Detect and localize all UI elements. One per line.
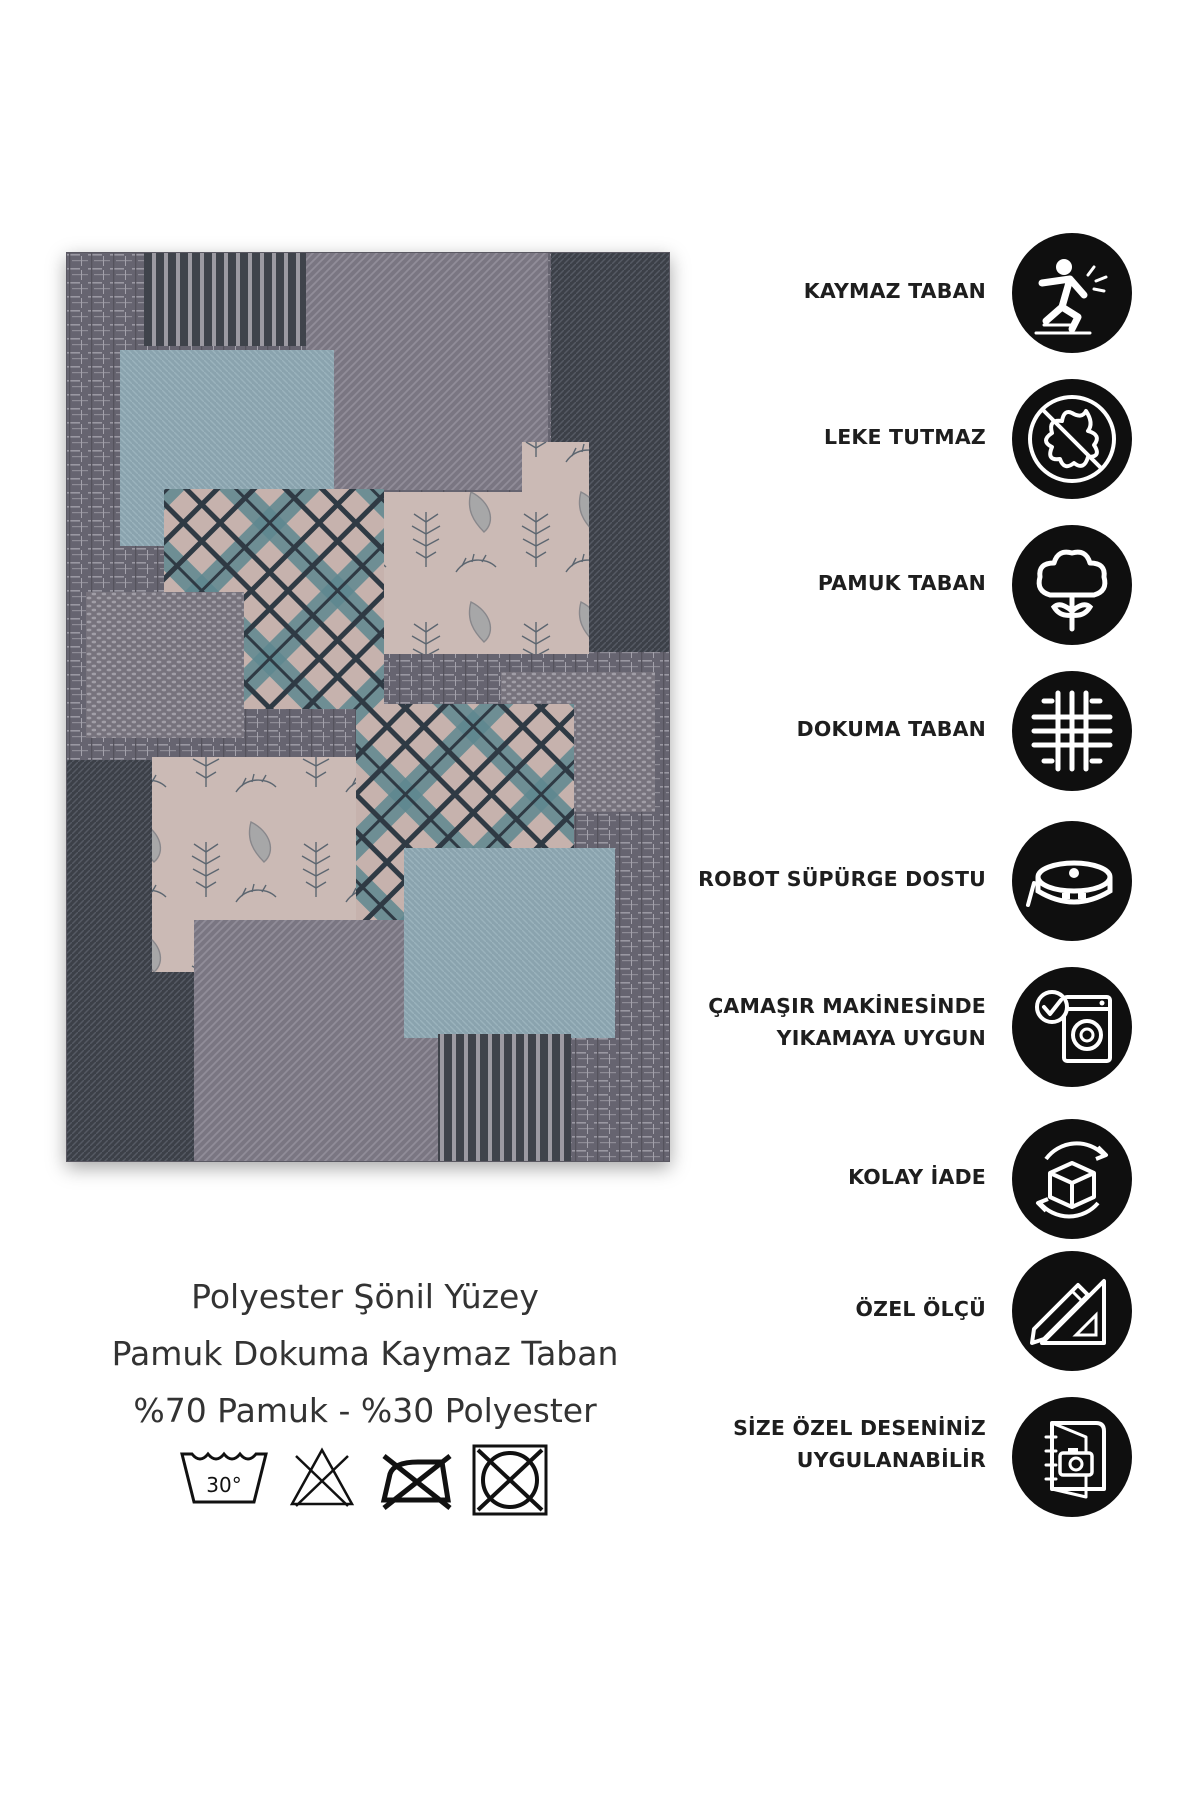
wash-30-icon	[182, 1454, 266, 1502]
feature-label-custom-design: SİZE ÖZEL DESENİNİZ UYGULANABİLİR	[733, 1416, 986, 1472]
wash-temperature: 30°	[206, 1473, 242, 1497]
custom-design-icon	[1012, 1397, 1132, 1517]
feature-label-cotton: PAMUK TABAN	[817, 571, 986, 595]
robot-vacuum-icon	[1012, 821, 1132, 941]
slip-icon	[1012, 233, 1132, 353]
spec-line-material: %70 Pamuk - %30 Polyester	[133, 1391, 597, 1430]
product-spec	[40, 1268, 690, 1439]
rug-image	[66, 252, 670, 1162]
spec-line-base: Pamuk Dokuma Kaymaz Taban	[111, 1334, 619, 1373]
stain-icon	[1012, 379, 1132, 499]
no-iron-icon	[384, 1456, 450, 1508]
feature-label-washing-machine: ÇAMAŞIR MAKİNESİNDE YIKAMAYA UYGUN	[708, 994, 986, 1050]
feature-label-slip: KAYMAZ TABAN	[803, 279, 986, 303]
easy-return-icon	[1012, 1119, 1132, 1239]
weave-icon	[1012, 671, 1132, 791]
spec-line-surface: Polyester Şönil Yüzey	[191, 1277, 539, 1316]
no-bleach-icon	[292, 1450, 352, 1506]
no-tumble-dry-icon	[474, 1446, 546, 1514]
care-icons	[178, 1440, 558, 1520]
feature-label-easy-return: KOLAY İADE	[848, 1165, 986, 1189]
feature-label-weave: DOKUMA TABAN	[796, 717, 986, 741]
cotton-icon	[1012, 525, 1132, 645]
feature-label-stain: LEKE TUTMAZ	[823, 425, 986, 449]
feature-label-robot-vacuum: ROBOT SÜPÜRGE DOSTU	[698, 867, 986, 891]
washing-machine-icon	[1012, 967, 1132, 1087]
custom-size-icon	[1012, 1251, 1132, 1371]
feature-label-custom-size: ÖZEL ÖLÇÜ	[855, 1297, 986, 1321]
